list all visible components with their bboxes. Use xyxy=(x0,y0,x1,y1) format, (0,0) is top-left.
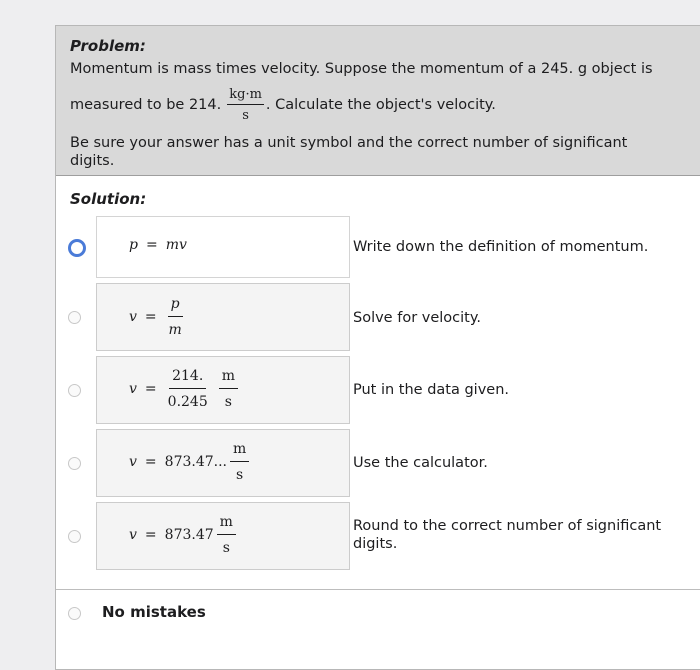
fraction-denominator: m xyxy=(168,322,182,338)
step-2-description: Solve for velocity. xyxy=(353,310,481,326)
step-1-radio[interactable] xyxy=(68,239,86,257)
momentum-unit-fraction xyxy=(227,88,264,122)
eq-fraction xyxy=(168,297,183,337)
eq-fraction xyxy=(168,369,208,409)
unit-numerator: m xyxy=(217,515,236,535)
step-5-radio[interactable] xyxy=(68,530,81,543)
step-3-equation xyxy=(129,369,241,409)
step-5-equation xyxy=(129,515,239,555)
step-2-equation-box xyxy=(96,283,350,351)
step-1-equation xyxy=(129,237,187,253)
problem-panel xyxy=(56,26,700,176)
eq-value: 873.47 xyxy=(164,527,214,543)
step-1-equation-box xyxy=(96,216,350,278)
eq-lhs: v xyxy=(129,309,137,325)
eq-sign: = xyxy=(144,527,157,543)
eq-sign: = xyxy=(144,454,157,470)
unit-numerator: m xyxy=(219,369,238,389)
eq-rhs: mv xyxy=(165,237,187,253)
step-4-equation-box xyxy=(96,429,350,497)
step-2-radio[interactable] xyxy=(68,311,81,324)
step-1-description: Write down the definition of momentum. xyxy=(353,239,649,255)
step-3-radio[interactable] xyxy=(68,384,81,397)
step-5-equation-box xyxy=(96,502,350,570)
unit-numerator: m xyxy=(230,442,249,462)
problem-note: Be sure your answer has a unit symbol and the correct number of significant digits. xyxy=(70,135,628,169)
step-3-equation-box xyxy=(96,356,350,424)
eq-sign: = xyxy=(144,381,157,397)
unit-denominator: s xyxy=(236,467,244,483)
step-3-description: Put in the data given. xyxy=(353,382,510,398)
eq-sign: = xyxy=(144,309,157,325)
eq-lhs: v xyxy=(129,454,137,470)
eq-unit-fraction xyxy=(217,515,236,555)
problem-line2-prefix: measured to be 214. xyxy=(70,97,222,113)
unit-numerator: kg·m xyxy=(227,88,264,105)
step-4-radio[interactable] xyxy=(68,457,81,470)
no-mistakes-radio[interactable] xyxy=(68,607,81,620)
step-2-equation xyxy=(129,297,186,337)
problem-statement-line2 xyxy=(70,88,496,122)
solution-title: Solution: xyxy=(70,190,147,208)
solution-divider xyxy=(56,589,700,590)
fraction-denominator: 0.245 xyxy=(167,394,208,410)
fraction-numerator: 214. xyxy=(169,369,206,389)
eq-unit-fraction xyxy=(219,369,238,409)
eq-lhs: v xyxy=(129,527,137,543)
problem-statement-line1: Momentum is mass times velocity. Suppose the momentum of a 245. g object is xyxy=(70,61,653,77)
eq-value: 873.47... xyxy=(164,454,227,470)
unit-denominator: s xyxy=(222,540,230,556)
no-mistakes-label: No mistakes xyxy=(102,603,206,621)
problem-line2-suffix: . Calculate the object's velocity. xyxy=(265,97,496,113)
fraction-numerator: p xyxy=(168,297,183,317)
eq-lhs: p xyxy=(129,237,138,253)
step-5-description: Round to the correct number of significant digits. xyxy=(353,518,662,552)
unit-denominator: s xyxy=(242,108,249,123)
step-4-equation xyxy=(129,442,252,482)
problem-title: Problem: xyxy=(70,37,146,55)
problem-card xyxy=(55,25,700,670)
eq-lhs: v xyxy=(129,381,137,397)
eq-unit-fraction xyxy=(230,442,249,482)
unit-denominator: s xyxy=(224,394,232,410)
step-4-description: Use the calculator. xyxy=(353,455,488,471)
eq-sign: = xyxy=(145,237,158,253)
